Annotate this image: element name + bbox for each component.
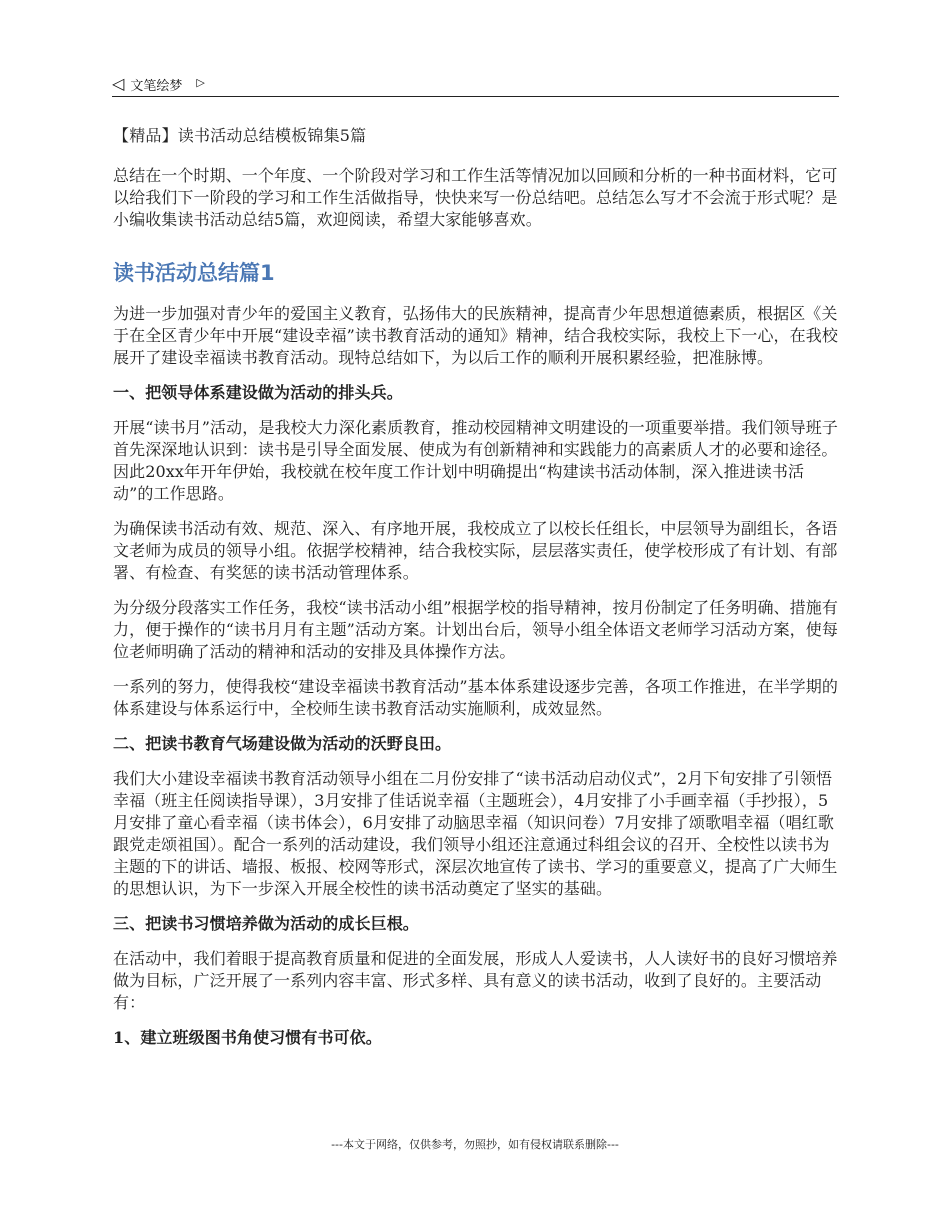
document-body xyxy=(113,125,841,1062)
paragraph: 我们大小建设幸福读书教育活动领导小组在二月份安排了“读书活动启动仪式”，2月下旬安排了引领悟幸福（班主任阅读指导课），3月安排了佳话说幸福（主题班会），4月安排了小手画幸福（手抄报），5月安排了童心看幸福（读书体会），6月安排了动脑思幸福（知识问卷）7月安排了颂歌唱幸福（唱红歌跟党走颂祖国）。配合一系列的活动建设，我们领导小组还注意通过科组会议的召开、全校性以读书为主题的下的讲话、墙报、板报、校网等形式，深层次地宣传了读书、学习的重要意义，提高了广大师生的思想认识，为下一步深入开展全校性的读书活动奠定了坚实的基础。 xyxy=(113,769,838,898)
subheading: 二、把读书教育气场建设做为活动的沃野良田。 xyxy=(113,734,452,753)
page-header xyxy=(112,72,839,97)
paragraph: 为进一步加强对青少年的爱国主义教育，弘扬伟大的民族精神，提高青少年思想道德素质，根据区《关于在全区青少年中开展“建设幸福”读书教育活动的通知》精神，结合我校实际，我校上下一心，在我校展开了建设幸福读书教育活动。现特总结如下，为以后工作的顺利开展积累经验，把准脉博。 xyxy=(113,304,838,367)
section-heading: 读书活动总结篇1 xyxy=(113,261,275,285)
subheading: 三、把读书习惯培养做为活动的成长巨根。 xyxy=(113,914,419,933)
paragraph: 在活动中，我们着眼于提高教育质量和促进的全面发展，形成人人爱读书，人人读好书的良好习惯培养做为目标，广泛开展了一系列内容丰富、形式多样、具有意义的读书活动，收到了良好的。主要活动有： xyxy=(113,949,838,1012)
triangle-left-icon: ◁ xyxy=(112,74,125,93)
subheading: 一、把领导体系建设做为活动的排头兵。 xyxy=(113,383,403,402)
paragraph: 为分级分段落实工作任务，我校“读书活动小组”根据学校的指导精神，按月份制定了任务明确、措施有力，便于操作的“读书月月有主题”活动方案。计划出台后，领导小组全体语文老师学习活动方案，使每位老师明确了活动的精神和活动的安排及具体操作方法。 xyxy=(113,598,838,661)
paragraph: 为确保读书活动有效、规范、深入、有序地开展，我校成立了以校长任组长，中层领导为副组长，各语文老师为成员的领导小组。依据学校精神，结合我校实际，层层落实责任，使学校形成了有计划、有部署、有检查、有奖惩的读书活动管理体系。 xyxy=(113,519,838,582)
page-footer: ---本文于网络，仅供参考，勿照抄，如有侵权请联系删除--- xyxy=(331,1138,619,1151)
paragraph: 一系列的努力，使得我校“建设幸福读书教育活动”基本体系建设逐步完善，各项工作推进，在半学期的体系建设与体系运行中，全校师生读书教育活动实施顺利，成效显然。 xyxy=(113,677,838,718)
document-title: 【精品】读书活动总结模板锦集5篇 xyxy=(113,126,367,145)
subheading: 1、建立班级图书角使习惯有书可依。 xyxy=(113,1028,382,1047)
header-brand: 文笔绘梦 xyxy=(130,78,183,94)
header-brand-group xyxy=(112,75,205,94)
paragraph: 开展“读书月”活动，是我校大力深化素质教育，推动校园精神文明建设的一项重要举措。我们领导班子首先深深地认识到：读书是引导全面发展、使成为有创新精神和实践能力的高素质人才的必要和途径。因此20xx年开年伊始，我校就在校年度工作计划中明确提出“构建读书活动体制，深入推进读书活动”的工作思路。 xyxy=(113,418,838,503)
intro-paragraph: 总结在一个时期、一个年度、一个阶段对学习和工作生活等情况加以回顾和分析的一种书面材料，它可以给我们下一阶段的学习和工作生活做指导，快快来写一份总结吧。总结怎么写才不会流于形式呢？是小编收集读书活动总结5篇，欢迎阅读，希望大家能够喜欢。 xyxy=(113,166,838,229)
triangle-right-icon: ▷ xyxy=(196,75,205,89)
